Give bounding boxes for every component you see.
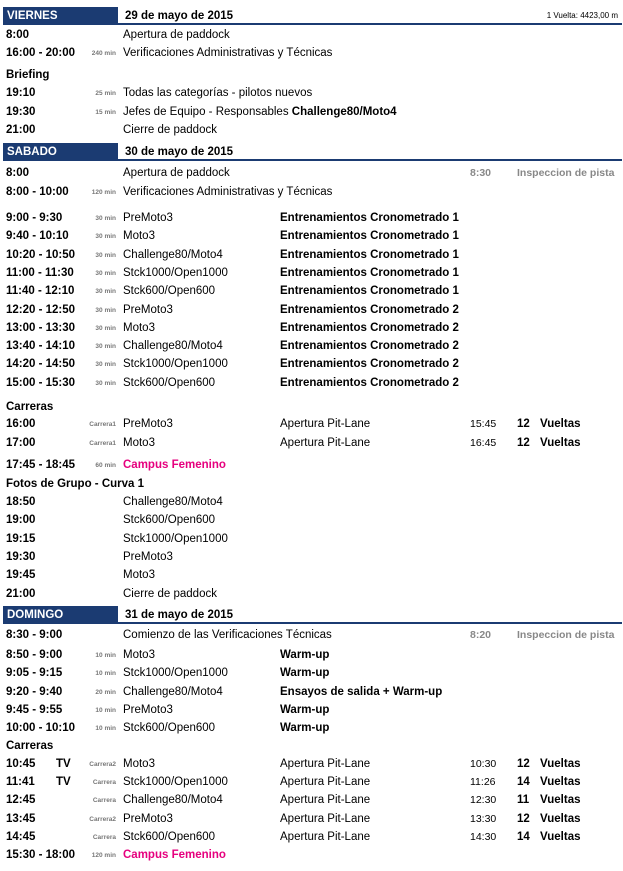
list-item (0, 165, 623, 182)
side-label: Inspeccion de pista (517, 629, 615, 641)
pit-time: 14:30 (470, 830, 497, 843)
time: 11:00 - 11:30 (6, 266, 74, 279)
list-item (0, 531, 623, 548)
laps-count: 12 (517, 436, 530, 449)
list-item (0, 702, 623, 719)
list-item (0, 512, 623, 529)
laps-label: Vueltas (540, 418, 581, 430)
category: PreMoto3 (123, 212, 173, 224)
race-label: Carrera1 (89, 439, 116, 447)
duration: 10 min (95, 670, 116, 678)
duration: 25 min (95, 90, 116, 97)
pit-lane: Apertura Pit-Lane (280, 436, 371, 449)
time: 19:15 (6, 532, 36, 545)
list-item (0, 494, 623, 511)
laps-label: Vueltas (540, 812, 581, 825)
session: Entrenamientos Cronometrado 1 (280, 230, 459, 243)
laps-count: 14 (517, 830, 530, 843)
section-title-fotos: Fotos de Grupo - Curva 1 (6, 478, 145, 490)
day-label: DOMINGO (3, 606, 118, 624)
category: Moto3 (123, 230, 155, 243)
time: 16:00 - 20:00 (6, 47, 76, 59)
race-label: Carrera (92, 833, 116, 841)
time: 11:40 - 12:10 (6, 285, 75, 298)
time: 9:05 - 9:15 (6, 667, 63, 680)
event-text: Jefes de Equipo - Responsables (123, 106, 289, 118)
event: Comienzo de las Verificaciones Técnicas (123, 629, 332, 641)
duration: 20 min (95, 688, 116, 696)
side-time: 8:20 (470, 629, 492, 641)
duration: 30 min (95, 251, 116, 259)
laps-count: 11 (517, 794, 530, 807)
session: Entrenamientos Cronometrado 1 (280, 248, 459, 261)
duration: 10 min (95, 706, 116, 714)
header-rule (118, 622, 622, 624)
category: PreMoto3 (123, 812, 173, 825)
event: Todas las categorías - pilotos nuevos (123, 87, 313, 99)
list-item (0, 847, 623, 864)
session: Entrenamientos Cronometrado 2 (280, 303, 459, 316)
time: 10:20 - 10:50 (6, 248, 76, 261)
list-item (0, 811, 623, 828)
day-label: SABADO (3, 143, 118, 161)
list-item (0, 435, 623, 452)
event: Campus Femenino (123, 849, 226, 861)
session: Entrenamientos Cronometrado 1 (280, 266, 459, 279)
duration: 30 min (95, 215, 116, 222)
side-time: 8:30 (470, 167, 492, 179)
event (123, 104, 397, 121)
event: Stck1000/Open1000 (123, 532, 228, 545)
time: 19:30 (6, 550, 36, 563)
time: 15:30 - 18:00 (6, 849, 76, 861)
category: Challenge80/Moto4 (123, 685, 223, 698)
section-title-carreras: Carreras (6, 401, 54, 413)
laps-count: 12 (517, 812, 530, 825)
category: Moto3 (123, 436, 155, 449)
event: Cierre de paddock (123, 124, 217, 136)
list-item (0, 720, 623, 737)
pit-lane: Apertura Pit-Lane (280, 418, 371, 430)
laps-label: Vueltas (540, 758, 581, 770)
list-item (0, 756, 623, 773)
event: Cierre de paddock (123, 587, 217, 600)
list-item (0, 228, 623, 245)
duration: 30 min (95, 379, 116, 387)
list-item (0, 122, 623, 139)
time: 13:40 - 14:10 (6, 340, 76, 353)
time: 21:00 (6, 587, 36, 600)
time: 9:45 - 9:55 (6, 703, 63, 716)
pit-lane: Apertura Pit-Lane (280, 758, 371, 770)
time: 19:10 (6, 87, 36, 99)
time: 8:00 (6, 167, 30, 179)
category: Challenge80/Moto4 (123, 340, 223, 353)
day-header-domingo (3, 606, 622, 624)
category: Stck600/Open600 (123, 830, 216, 843)
list-item (0, 104, 623, 121)
pit-time: 10:30 (470, 758, 497, 770)
event: Campus Femenino (123, 459, 226, 471)
list-item (0, 792, 623, 809)
category: Stck1000/Open1000 (123, 266, 228, 279)
time: 9:20 - 9:40 (6, 685, 63, 698)
duration: 30 min (95, 324, 116, 332)
session: Entrenamientos Cronometrado 2 (280, 358, 459, 371)
tv-label: TV (56, 776, 71, 789)
section-title-carreras: Carreras (6, 740, 54, 752)
time: 9:00 - 9:30 (6, 212, 63, 224)
list-item (0, 416, 623, 433)
list-item (0, 320, 623, 337)
duration: 30 min (95, 361, 116, 369)
time: 13:00 - 13:30 (6, 321, 76, 334)
time: 19:30 (6, 106, 36, 118)
list-item (0, 586, 623, 603)
category: Stck1000/Open1000 (123, 667, 228, 680)
duration: 60 min (95, 462, 116, 469)
list-item (0, 283, 623, 300)
laps-count: 12 (517, 758, 530, 770)
header-rule (118, 159, 622, 161)
list-item (0, 829, 623, 846)
list-item (0, 665, 623, 682)
time: 21:00 (6, 124, 36, 136)
laps-label: Vueltas (540, 830, 581, 843)
day-date: 29 de mayo de 2015 (118, 7, 622, 25)
time: 12:20 - 12:50 (6, 303, 76, 316)
pit-time: 15:45 (470, 418, 497, 430)
race-label: Carrera (92, 779, 116, 787)
side-label: Inspeccion de pista (517, 167, 615, 179)
tv-label: TV (56, 758, 71, 770)
time: 17:00 (6, 436, 36, 449)
category: Moto3 (123, 649, 155, 661)
day-date: 31 de mayo de 2015 (118, 606, 622, 624)
race-label: Carrera2 (89, 761, 116, 768)
day-label: VIERNES (3, 7, 118, 25)
time: 8:00 - 10:00 (6, 186, 69, 198)
list-item (0, 302, 623, 319)
day-date: 30 de mayo de 2015 (118, 143, 622, 161)
session: Warm-up (280, 722, 330, 735)
list-item (0, 356, 623, 373)
category: PreMoto3 (123, 703, 173, 716)
duration: 10 min (95, 725, 116, 733)
list-item (0, 457, 623, 474)
list-item (0, 627, 623, 644)
pit-lane: Apertura Pit-Lane (280, 794, 371, 807)
list-item (0, 567, 623, 584)
list-item (0, 774, 623, 791)
category: Stck600/Open600 (123, 285, 216, 298)
category: Challenge80/Moto4 (123, 248, 223, 261)
pit-time: 16:45 (470, 436, 497, 449)
category: Stck600/Open600 (123, 722, 216, 735)
race-label: Carrera2 (89, 815, 116, 823)
duration: 120 min (91, 189, 116, 196)
list-item (0, 247, 623, 264)
time: 14:45 (6, 830, 36, 843)
event: PreMoto3 (123, 550, 173, 563)
list-item (0, 184, 623, 201)
event: Challenge80/Moto4 (123, 496, 223, 508)
duration: 30 min (95, 306, 116, 314)
time: 12:45 (6, 794, 36, 807)
list-item (0, 684, 623, 701)
session: Warm-up (280, 703, 330, 716)
event: Apertura de paddock (123, 29, 230, 41)
session: Entrenamientos Cronometrado 1 (280, 212, 459, 224)
category: Moto3 (123, 758, 155, 770)
time: 15:00 - 15:30 (6, 376, 76, 389)
category: PreMoto3 (123, 418, 173, 430)
time: 9:40 - 10:10 (6, 230, 69, 243)
laps-count: 12 (517, 418, 530, 430)
duration: 30 min (95, 233, 116, 241)
session: Entrenamientos Cronometrado 2 (280, 321, 459, 334)
category: Stck1000/Open1000 (123, 358, 228, 371)
time: 8:50 - 9:00 (6, 649, 63, 661)
time: 10:45 (6, 758, 36, 770)
pit-time: 11:26 (470, 776, 496, 789)
session: Warm-up (280, 649, 330, 661)
category: PreMoto3 (123, 303, 173, 316)
event-bold: Challenge80/Moto4 (291, 106, 397, 118)
laps-label: Vueltas (540, 436, 581, 449)
day-header-sabado (3, 143, 622, 161)
event: Verificaciones Administrativas y Técnicas (123, 186, 333, 198)
duration: 120 min (91, 852, 116, 859)
duration: 30 min (95, 269, 116, 277)
duration: 15 min (95, 109, 116, 116)
event: Verificaciones Administrativas y Técnicas (123, 47, 333, 59)
time: 16:00 (6, 418, 36, 430)
time: 8:00 (6, 29, 30, 41)
list-item (0, 338, 623, 355)
session: Entrenamientos Cronometrado 2 (280, 340, 459, 353)
duration: 240 min (91, 50, 116, 57)
list-item (0, 647, 623, 664)
time: 13:45 (6, 812, 36, 825)
event: Apertura de paddock (123, 167, 230, 179)
time: 14:20 - 14:50 (6, 358, 76, 371)
pit-time: 12:30 (470, 794, 497, 807)
category: Stck1000/Open1000 (123, 776, 228, 789)
laps-label: Vueltas (540, 794, 581, 807)
duration: 30 min (95, 343, 116, 351)
category: Challenge80/Moto4 (123, 794, 223, 807)
list-item (0, 85, 623, 102)
laps-count: 14 (517, 776, 530, 789)
time: 19:45 (6, 569, 36, 582)
pit-time: 13:30 (470, 812, 497, 825)
laps-label: Vueltas (540, 776, 581, 789)
session: Entrenamientos Cronometrado 2 (280, 376, 459, 389)
time: 17:45 - 18:45 (6, 459, 76, 471)
session: Ensayos de salida + Warm-up (280, 685, 443, 698)
lap-length: 1 Vuelta: 4423,00 m (546, 11, 618, 20)
duration: 30 min (95, 288, 116, 296)
list-item (0, 45, 623, 62)
list-item (0, 27, 623, 44)
race-label: Carrera (92, 797, 116, 805)
list-item (0, 265, 623, 282)
pit-lane: Apertura Pit-Lane (280, 830, 371, 843)
category: Stck600/Open600 (123, 376, 216, 389)
duration: 10 min (95, 652, 116, 659)
time: 10:00 - 10:10 (6, 722, 76, 735)
section-title-briefing: Briefing (6, 69, 50, 81)
list-item (0, 210, 623, 227)
list-item (0, 549, 623, 566)
time: 11:41 (6, 776, 35, 789)
event: Moto3 (123, 569, 155, 582)
category: Moto3 (123, 321, 155, 334)
pit-lane: Apertura Pit-Lane (280, 776, 371, 789)
race-label: Carrera1 (89, 421, 116, 428)
event: Stck600/Open600 (123, 514, 216, 527)
time: 8:30 - 9:00 (6, 629, 63, 641)
session: Entrenamientos Cronometrado 1 (280, 285, 459, 298)
time: 18:50 (6, 496, 36, 508)
pit-lane: Apertura Pit-Lane (280, 812, 371, 825)
time: 19:00 (6, 514, 36, 527)
session: Warm-up (280, 667, 330, 680)
day-header-viernes (3, 7, 622, 25)
list-item (0, 375, 623, 392)
